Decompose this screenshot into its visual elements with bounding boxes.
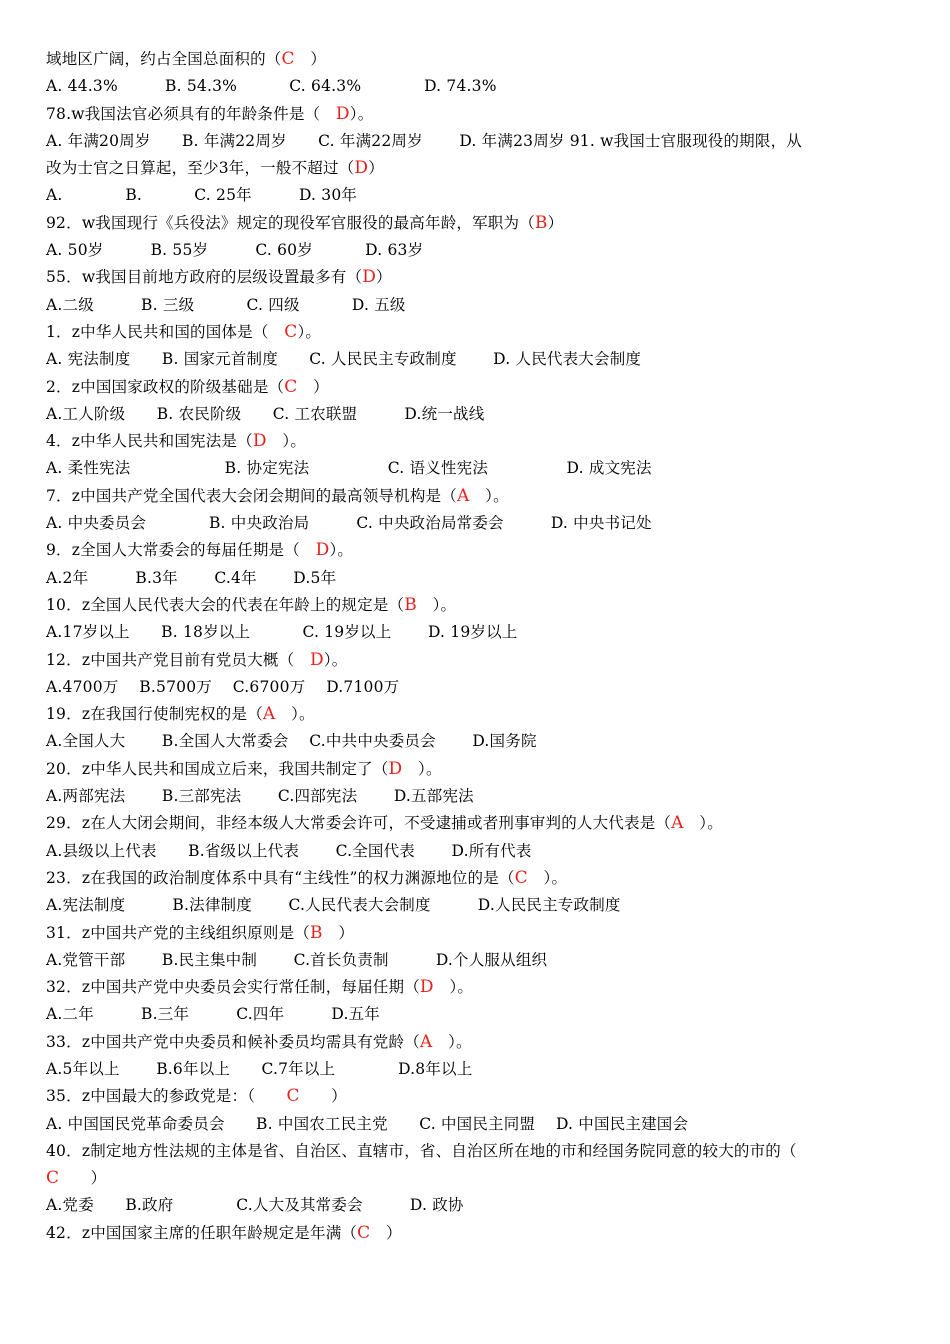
question-text: 35．z中国最大的参政党是：（ — [46, 1087, 287, 1106]
answer-mark: C — [46, 1168, 60, 1189]
question-line — [46, 374, 876, 401]
answer-mark: C — [284, 321, 298, 342]
question-text-tail: ）。 — [297, 322, 322, 341]
option-line: A.党委 B.政府 C.人大及其常委会 D. 政协 — [46, 1196, 464, 1215]
option-line: A.宪法制度 B.法律制度 C.人民代表大会制度 D.人民民主专政制度 — [46, 896, 621, 915]
question-text: 10．z全国人民代表大会的代表在年龄上的规定是（ — [46, 595, 405, 614]
question-text-tail: ） — [299, 1087, 347, 1106]
question-line — [46, 428, 876, 455]
answer-mark: D — [419, 977, 434, 998]
option-line: A. 中国国民党革命委员会 B. 中国农工民主党 C. 中国民主同盟 D. 中国民主建国会 — [46, 1114, 689, 1133]
question-text: 改为士官之日算起，至少3年，一般不超过（ — [46, 159, 355, 178]
option-line: A.两部宪法 B.三部宪法 C.四部宪法 D.五部宪法 — [46, 787, 474, 806]
question-line — [46, 1220, 876, 1247]
question-text: 33．z中国共产党中央委员和候补委员均需具有党龄（ — [46, 1032, 420, 1051]
option-line: A.二年 B.三年 C.四年 D.五年 — [46, 1005, 380, 1024]
question-line — [46, 1083, 876, 1110]
option-line: A.全国人大 B.全国人大常委会 C.中共中央委员会 D.国务院 — [46, 732, 537, 751]
question-text: 29．z在人大闭会期间，非经本级人大常委会许可，不受逮捕或者刑事审判的人大代表是（ — [46, 814, 672, 833]
question-line — [46, 101, 876, 128]
answer-mark: C — [286, 1086, 300, 1107]
question-text-tail: ）。 — [433, 978, 474, 997]
answer-mark: D — [310, 649, 324, 670]
option-line: A.工人阶级 B. 农民阶级 C. 工农联盟 D.统一战线 — [46, 404, 485, 423]
question-text: 78.w我国法官必须具有的年龄条件是（ — [46, 104, 336, 123]
question-text: 23．z在我国的政治制度体系中具有“主线性”的权力渊源地位的是（ — [46, 868, 515, 887]
answer-mark: D — [252, 431, 267, 452]
question-line — [46, 210, 876, 237]
answer-mark: A — [456, 485, 470, 506]
answer-mark: D — [315, 540, 330, 561]
answer-mark: A — [671, 813, 684, 834]
question-text: 19．z在我国行使制宪权的是（ — [46, 705, 263, 724]
answer-mark: C — [281, 49, 295, 69]
question-text-tail: ） — [322, 923, 355, 942]
question-text-tail: ）。 — [402, 759, 442, 778]
question-line — [46, 1029, 876, 1056]
question-text: 20．z中华人民共和国成立后来，我国共制定了（ — [46, 759, 389, 778]
option-line: A. 柔性宪法 B. 协定宪法 C. 语义性宪法 D. 成文宪法 — [46, 459, 652, 478]
question-line — [46, 155, 876, 182]
question-text-tail: ） — [59, 1169, 107, 1188]
option-line: A. B. C. 25年 D. 30年 — [46, 186, 358, 205]
option-line: A. 年满20周岁 B. 年满22周岁 C. 年满22周岁 D. 年满23周岁 91. w我国士官服现役的期限，从 — [46, 131, 802, 150]
answer-mark: C — [357, 1222, 371, 1243]
question-text-tail: ）。 — [432, 1032, 472, 1051]
answer-mark: C — [284, 376, 298, 397]
answer-mark: D — [335, 103, 350, 124]
answer-mark: D — [354, 158, 369, 179]
question-text-tail: ） — [370, 1223, 402, 1242]
answer-mark: C — [514, 867, 528, 888]
question-text-tail: ）。 — [329, 541, 354, 560]
option-line: A.5年以上 B.6年以上 C.7年以上 D.8年以上 — [46, 1059, 473, 1078]
question-text: 7．z中国共产党全国代表大会闭会期间的最高领导机构是（ — [46, 486, 457, 505]
question-line — [46, 483, 876, 510]
question-text-tail: ）。 — [683, 814, 723, 833]
question-text: 2．z中国国家政权的阶级基础是（ — [46, 377, 285, 396]
question-text-tail: ）。 — [266, 432, 307, 451]
question-text-tail: ） — [547, 213, 564, 232]
option-line: A. 宪法制度 B. 国家元首制度 C. 人民民主专政制度 D. 人民代表大会制度 — [46, 350, 642, 369]
option-line: A. 44.3% B. 54.3% C. 64.3% D. 74.3% — [46, 77, 497, 96]
question-text-tail: ） — [368, 159, 384, 178]
question-text: 42．z中国国家主席的任职年龄规定是年满（ — [46, 1223, 358, 1242]
question-line — [46, 920, 876, 947]
option-line: A.二级 B. 三级 C. 四级 D. 五级 — [46, 295, 406, 314]
question-line — [46, 537, 876, 564]
question-text: 9．z全国人大常委会的每届任期是（ — [46, 541, 316, 560]
question-text: 31．z中国共产党的主线组织原则是（ — [46, 923, 310, 942]
answer-mark: B — [404, 594, 417, 615]
document-page — [46, 46, 876, 1247]
question-line — [46, 701, 876, 728]
option-line: A.4700万 B.5700万 C.6700万 D.7100万 — [46, 677, 400, 696]
answer-mark: A — [419, 1031, 433, 1052]
option-line: A.2年 B.3年 C.4年 D.5年 — [46, 568, 337, 587]
option-line: A.17岁以上 B. 18岁以上 C. 19岁以上 D. 19岁以上 — [46, 623, 518, 642]
answer-mark: B — [310, 922, 323, 943]
answer-mark: A — [262, 704, 276, 725]
option-line: A. 50岁 B. 55岁 C. 60岁 D. 63岁 — [46, 241, 424, 260]
question-text-tail: ） — [294, 50, 327, 68]
question-text: 12．z中国共产党目前有党员大概（ — [46, 650, 310, 669]
question-text-tail: ）。 — [469, 486, 509, 505]
answer-mark: B — [534, 212, 548, 233]
question-text: 92．w我国现行《兵役法》规定的现役军官服役的最高年龄，军职为（ — [46, 213, 535, 232]
question-line — [46, 865, 876, 892]
question-line — [46, 1165, 876, 1192]
question-text-tail: ）。 — [275, 705, 315, 724]
question-text: 55．w我国目前地方政府的层级设置最多有（ — [46, 268, 363, 287]
answer-mark: D — [388, 758, 403, 779]
question-text: 域地区广阔，约占全国总面积的（ — [46, 50, 282, 68]
question-text-tail: ）。 — [527, 868, 568, 887]
option-line: A.党管干部 B.民主集中制 C.首长负责制 D.个人服从组织 — [46, 950, 548, 969]
question-text-tail: ）。 — [416, 595, 457, 614]
question-line — [46, 592, 876, 619]
option-line: 40．z制定地方性法规的主体是省、自治区、直辖市，省、自治区所在地的市和经国务院同意的较大的市的（ — [46, 1141, 797, 1160]
question-text: 4．z中华人民共和国宪法是（ — [46, 432, 253, 451]
option-line: A.县级以上代表 B.省级以上代表 C.全国代表 D.所有代表 — [46, 841, 532, 860]
question-line — [46, 46, 876, 73]
question-line — [46, 974, 876, 1001]
question-text-tail: ）。 — [349, 104, 374, 123]
question-line — [46, 647, 876, 674]
question-line — [46, 756, 876, 783]
question-line — [46, 319, 876, 346]
question-text: 32．z中国共产党中央委员会实行常任制，每届任期（ — [46, 978, 420, 997]
answer-mark: D — [362, 267, 377, 288]
question-text: 1．z中华人民共和国的国体是（ — [46, 322, 285, 341]
question-text-tail: ） — [297, 377, 329, 396]
option-line: A. 中央委员会 B. 中央政治局 C. 中央政治局常委会 D. 中央书记处 — [46, 514, 652, 533]
question-line — [46, 264, 876, 291]
question-text-tail: ）。 — [323, 650, 348, 669]
question-text-tail: ） — [376, 268, 392, 287]
question-line — [46, 810, 876, 837]
